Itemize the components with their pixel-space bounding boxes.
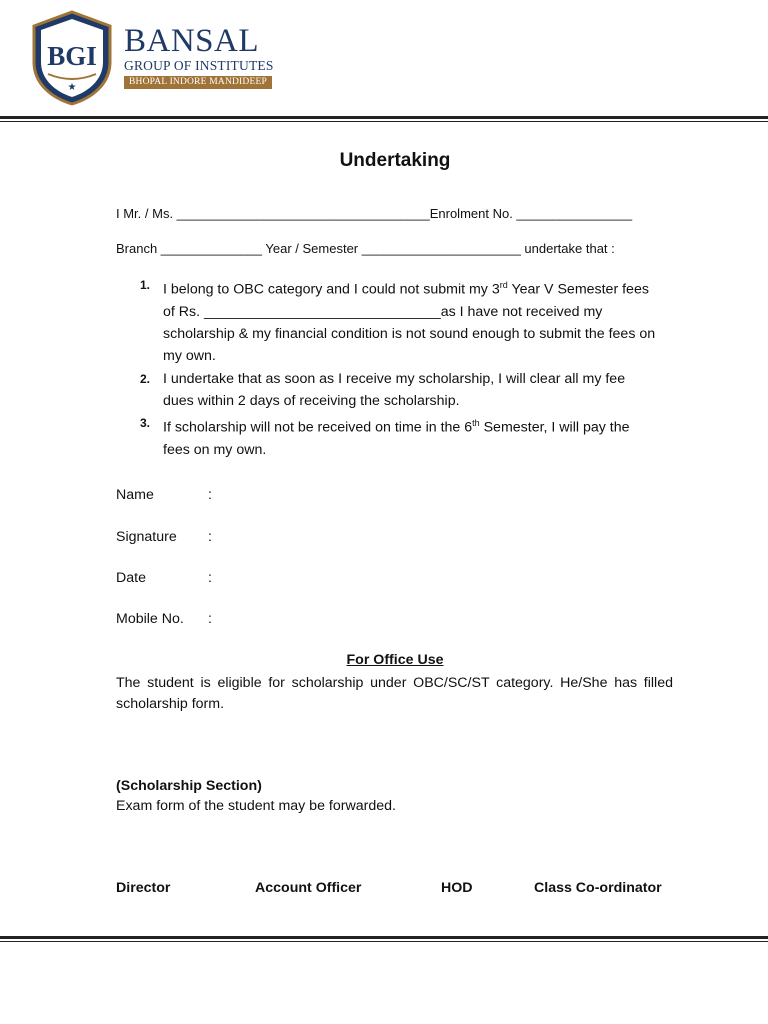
svg-text:BGI: BGI bbox=[47, 41, 97, 71]
scholarship-heading: (Scholarship Section) bbox=[116, 778, 262, 794]
signatory-class-coordinator: Class Co-ordinator bbox=[534, 880, 662, 896]
signatory-director: Director bbox=[116, 880, 171, 896]
list-item bbox=[116, 368, 656, 412]
name-enrolment-line bbox=[116, 206, 632, 221]
office-use-text: The student is eligible for scholarship under OBC/SC/ST category. He/She has filled scholarship form. bbox=[116, 675, 673, 712]
svg-text:★: ★ bbox=[67, 82, 77, 93]
list-item bbox=[116, 412, 656, 461]
undertaking-list bbox=[116, 274, 656, 461]
enrolment-blank-line: Enrolment No. ________________ bbox=[429, 206, 633, 221]
institute-logo bbox=[30, 10, 275, 106]
office-use-heading: For Office Use bbox=[346, 652, 444, 668]
field-label-mobile: Mobile No. bbox=[116, 611, 184, 627]
field-colon: : bbox=[208, 487, 212, 503]
field-colon: : bbox=[208, 570, 212, 586]
signatory-hod: HOD bbox=[441, 880, 473, 896]
list-text: If scholarship will not be received on time in the 6 bbox=[163, 419, 473, 436]
branch-line: Branch ______________ Year / Semester ______________________ undertake that : bbox=[116, 241, 615, 256]
scholarship-text: Exam form of the student may be forwarded. bbox=[116, 798, 396, 814]
footer-divider bbox=[0, 936, 768, 942]
list-number: 1. bbox=[140, 278, 151, 292]
document-title: Undertaking bbox=[339, 150, 451, 171]
field-colon: : bbox=[208, 611, 212, 627]
list-number: 2. bbox=[140, 371, 151, 386]
list-text-cont: Year V Semester fees of Rs. ______________________________as I have not received my scholarship & my financial condition is not sound enough to submit the fees on my own. bbox=[163, 281, 656, 365]
list-text: I undertake that as soon as I receive my scholarship, I will clear all my fee dues within 2 days of receiving the scholarship. bbox=[163, 370, 626, 409]
list-text-cont: Semester, I will pay the fees on my own. bbox=[163, 419, 630, 458]
list-text: I belong to OBC category and I could not submit my 3 bbox=[163, 281, 500, 298]
brand-name: BANSAL bbox=[124, 23, 260, 59]
field-colon: : bbox=[208, 529, 212, 545]
list-item bbox=[116, 274, 656, 368]
list-number: 3. bbox=[140, 415, 151, 430]
signatory-account-officer: Account Officer bbox=[255, 880, 362, 896]
name-blank-line: I Mr. / Ms. ___________________________________ bbox=[116, 206, 430, 221]
header-divider bbox=[0, 116, 768, 122]
brand-locations: BHOPAL INDORE MANDIDEEP bbox=[124, 76, 272, 89]
field-label-name: Name bbox=[116, 487, 154, 503]
superscript: rd bbox=[499, 280, 508, 290]
brand-subtitle: GROUP OF INSTITUTES bbox=[124, 58, 274, 73]
field-label-date: Date bbox=[116, 570, 146, 586]
shield-icon bbox=[30, 10, 114, 106]
superscript: th bbox=[472, 417, 480, 428]
field-label-signature: Signature bbox=[116, 529, 177, 545]
